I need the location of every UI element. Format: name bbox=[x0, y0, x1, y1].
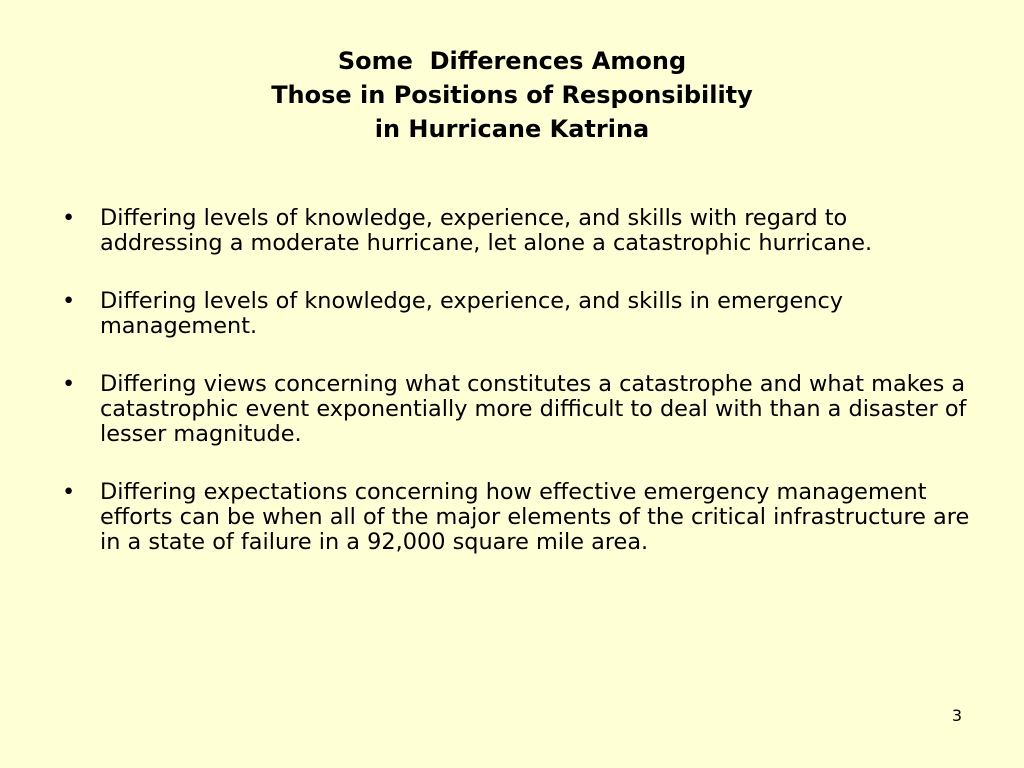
bullet-point-icon: • bbox=[62, 205, 76, 231]
title-line-1: Some Differences Among bbox=[337, 47, 687, 75]
bullet-text: Differing views concerning what constitutes a catastrophe and what makes a catastrophic event exponentially more difficult to deal with than a disaster of lesser magnitude. bbox=[100, 371, 967, 447]
bullet-point-icon: • bbox=[62, 288, 76, 314]
bullet-item bbox=[62, 206, 972, 256]
bullet-text: Differing levels of knowledge, experience, and skills in emergency management. bbox=[100, 288, 844, 339]
bullet-point-icon: • bbox=[62, 479, 76, 505]
bullet-item bbox=[62, 372, 972, 447]
bullet-item bbox=[62, 480, 972, 555]
bullet-item bbox=[62, 289, 972, 339]
bullet-text: Differing expectations concerning how effective emergency management efforts can be when all of the major elements of the critical infrastructure are in a state of failure in a 92,000 square mile area. bbox=[100, 479, 970, 555]
bullet-text: Differing levels of knowledge, experience, and skills with regard to addressing a moderate hurricane, let alone a catastrophic hurricane. bbox=[100, 205, 873, 256]
bullet-point-icon: • bbox=[62, 371, 76, 397]
slide-title bbox=[0, 44, 1024, 146]
title-line-2: Those in Positions of Responsibility bbox=[271, 81, 753, 109]
title-line-3: in Hurricane Katrina bbox=[374, 115, 650, 143]
page-number: 3 bbox=[951, 706, 962, 725]
bullet-list bbox=[62, 206, 972, 555]
